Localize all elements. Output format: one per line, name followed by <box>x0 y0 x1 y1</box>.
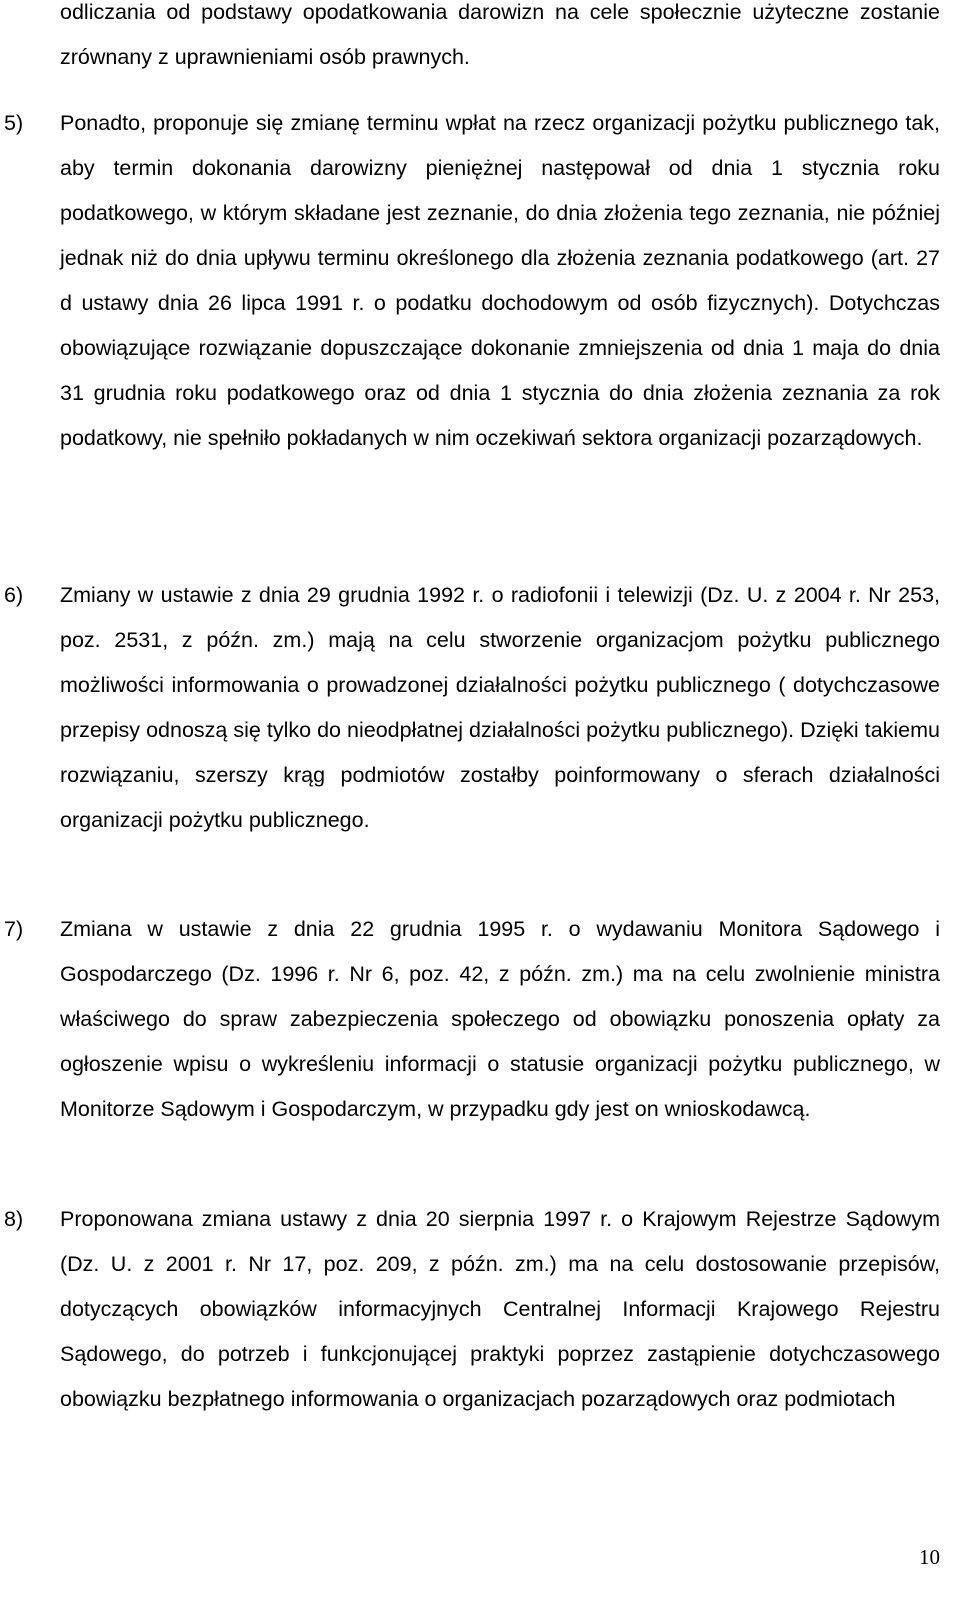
item-number: 7) <box>4 917 24 941</box>
item-number: 6) <box>4 583 24 607</box>
item-number: 5) <box>4 111 24 135</box>
item-text: Ponadto, proponuje się zmianę terminu wpłat na rzecz organizacji pożytku publicznego tak, aby termin dokonania darowizny pieniężnej następował od dnia 1 stycznia roku podatkowego, w którym składane jest zeznanie, do dnia złożenia tego zeznania, nie później jednak niż do dnia upływu terminu określonego dla złożenia zeznania podatkowego (art. 27 d ustawy dnia 26 lipca 1991 r. o podatku dochodowym od osób fizycznych). Dotychczas obowiązujące rozwiązanie dopuszczające dokonanie zmniejszenia od dnia 1 maja do dnia 31 grudnia roku podatkowego oraz od dnia 1 stycznia do dnia złożenia zeznania za rok podatkowy, nie spełniło pokładanych w nim oczekiwań sektora organizacji pozarządowych. <box>60 111 940 450</box>
item-text: Zmiany w ustawie z dnia 29 grudnia 1992 r. o radiofonii i telewizji (Dz. U. z 2004 r. Nr 253, poz. 2531, z późn. zm.) mają na celu stworzenie organizacjom pożytku publicznego możliwości informowania o prowadzonej działalności pożytku publicznego ( dotychczasowe przepisy odnoszą się tylko do nieodpłatnej działalności pożytku publicznego). Dzięki takiemu rozwiązaniu, szerszy krąg podmiotów zostałby poinformowany o sferach działalności organizacji pożytku publicznego. <box>60 583 940 832</box>
continuation-paragraph: odliczania od podstawy opodatkowania darowizn na cele społecznie użyteczne zostanie zrównany z uprawnieniami osób prawnych. <box>60 0 940 69</box>
item-number: 8) <box>4 1207 24 1231</box>
page-number: 10 <box>919 1545 940 1569</box>
item-text: Proponowana zmiana ustawy z dnia 20 sierpnia 1997 r. o Krajowym Rejestrze Sądowym (Dz. U. z 2001 r. Nr 17, poz. 209, z późn. zm.) ma na celu dostosowanie przepisów, dotyczących obowiązków informacyjnych Centralnej Informacji Krajowego Rejestru Sądowego, do potrzeb i funkcjonującej praktyki poprzez zastąpienie dotychczasowego obowiązku bezpłatnego informowania o organizacjach pozarządowych oraz podmiotach <box>60 1207 940 1411</box>
item-text: Zmiana w ustawie z dnia 22 grudnia 1995 r. o wydawaniu Monitora Sądowego i Gospodarczego (Dz. 1996 r. Nr 6, poz. 42, z późn. zm.) ma na celu zwolnienie ministra właściwego do spraw zabezpieczenia społeczego od obowiązku ponoszenia opłaty za ogłoszenie wpisu o wykreśleniu informacji o statusie organizacji pożytku publicznego, w Monitorze Sądowym i Gospodarczym, w przypadku gdy jest on wnioskodawcą. <box>60 917 940 1121</box>
